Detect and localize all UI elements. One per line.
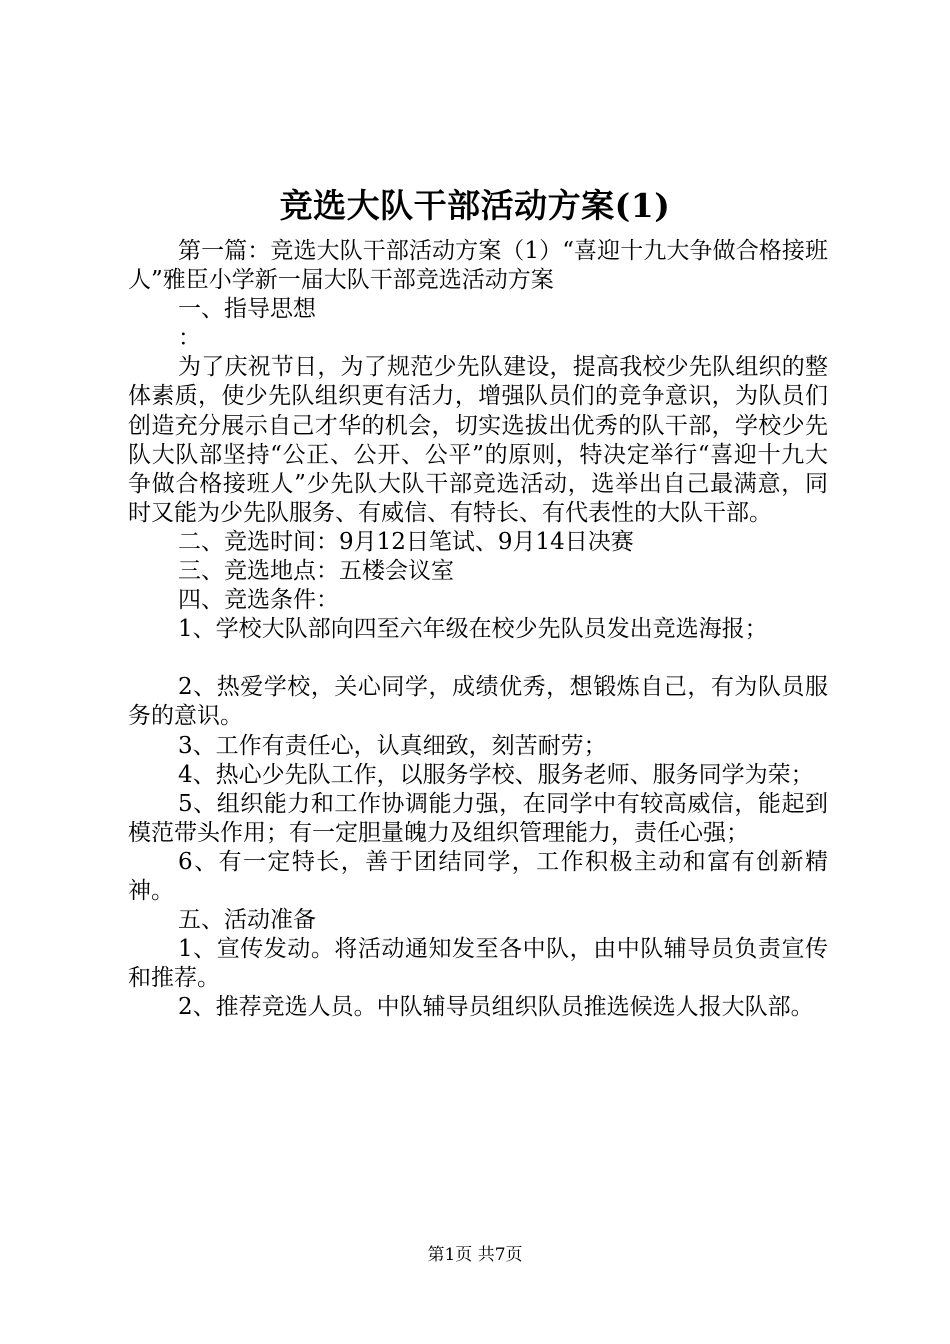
- election-time-line: 二、竞选时间：9月12日笔试、9月14日决赛: [178, 528, 634, 555]
- condition-item-1: 1、学校大队部向四至六年级在校少先队员发出竞选海报；: [178, 616, 768, 643]
- condition-item-4: 4、热心少先队工作，以服务学校、服务老师、服务同学为荣；: [178, 761, 814, 788]
- colon-line: ：: [178, 325, 201, 352]
- document-body: [128, 237, 828, 1022]
- preparation-item-2: 2、推荐竞选人员。中队辅导员组织队员推选候选人报大队部。: [178, 994, 814, 1021]
- intro-paragraph: 第一篇：竞选大队干部活动方案（1）“喜迎十九大争做合格接班人”雅臣小学新一届大队干部竞选活动方案: [128, 238, 828, 294]
- section-heading-guiding-ideology: 一、指导思想: [178, 296, 316, 323]
- condition-item-6: 6、有一定特长，善于团结同学，工作积极主动和富有创新精神。: [128, 848, 828, 904]
- condition-item-2: 2、热爱学校，关心同学，成绩优秀，想锻炼自己，有为队员服务的意识。: [128, 674, 828, 730]
- condition-item-5: 5、组织能力和工作协调能力强，在同学中有较高威信，能起到模范带头作用；有一定胆量魄力及组织管理能力，责任心强；: [128, 790, 828, 846]
- purpose-paragraph: 为了庆祝节日，为了规范少先队建设，提高我校少先队组织的整体素质，使少先队组织更有活力，增强队员们的竞争意识，为队员们创造充分展示自己才华的机会，切实选拔出优秀的队干部，学校少先队大队部坚持“公正、公开、公平”的原则，特决定举行“喜迎十九大争做合格接班人”少先队大队干部竞选活动，选举出自己最满意，同时又能为少先队服务、有威信、有特长、有代表性的大队干部。: [128, 354, 828, 526]
- election-location-line: 三、竞选地点：五楼会议室: [178, 558, 454, 585]
- section-heading-activity-preparation: 五、活动准备: [178, 907, 316, 934]
- preparation-item-1: 1、宣传发动。将活动通知发至各中队，由中队辅导员负责宣传和推荐。: [128, 936, 828, 992]
- page-footer: 第1页 共7页: [427, 1245, 523, 1265]
- condition-item-3: 3、工作有责任心，认真细致，刻苦耐劳；: [178, 732, 607, 759]
- section-heading-election-conditions: 四、竞选条件：: [178, 587, 339, 614]
- document-title: 竞选大队干部活动方案(1): [279, 186, 671, 225]
